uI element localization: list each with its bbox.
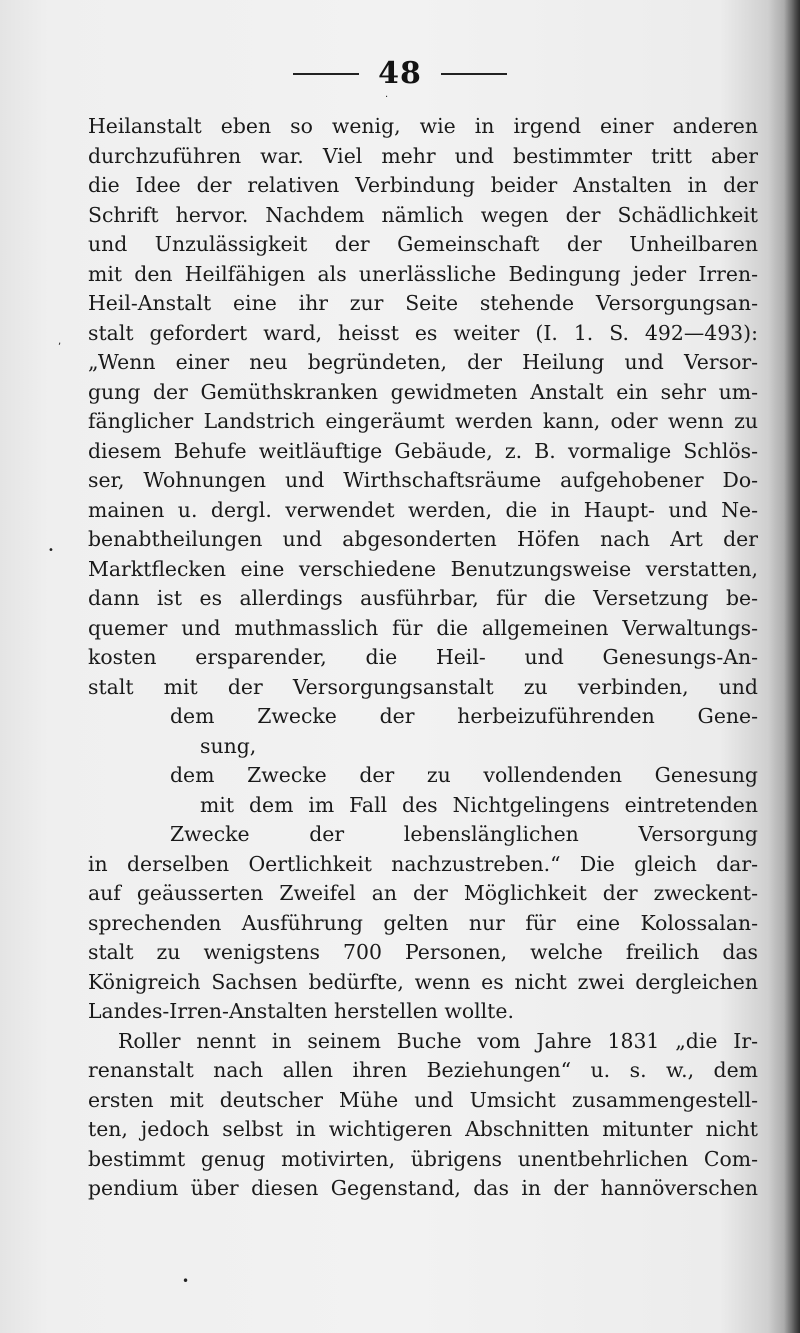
text-line: stalt zu wenigstens 700 Personen, welche freilich das [88, 940, 758, 964]
text-line: benabtheilungen und abgesonderten Höfen nach Art der [88, 527, 758, 551]
print-speck: · [385, 92, 389, 103]
print-speck: • [182, 1274, 190, 1288]
text-line: sung, [200, 733, 257, 758]
text-line: mit dem im Fall des Nichtgelingens eintretenden [200, 792, 758, 817]
header-rule-left [293, 73, 359, 75]
text-line: durchzuführen war. Viel mehr und bestimmter tritt aber [88, 143, 758, 168]
text-line: fänglicher Landstrich eingeräumt werden kann, oder wenn zu [88, 409, 758, 433]
print-speck: , [58, 336, 62, 347]
text-line: Schrift hervor. Nachdem nämlich wegen der Schädlichkeit [88, 202, 758, 227]
text-line: dem Zwecke der zu vollendenden Genesung [170, 763, 758, 787]
text-line: gung der Gemüthskranken gewidmeten Anstalt ein sehr um- [88, 379, 758, 404]
text-line: Marktflecken eine verschiedene Benutzungsweise verstatten, [88, 556, 758, 581]
text-line: sprechenden Ausführung gelten nur für eine Kolossalan- [88, 910, 758, 935]
text-line: „Wenn einer neu begründeten, der Heilung und Versor- [88, 350, 758, 374]
text-line: in derselben Oertlichkeit nachzustreben.“ Die gleich dar- [88, 851, 758, 876]
text-line: bestimmt genug motivirten, übrigens unentbehrlichen Com- [88, 1146, 758, 1171]
page-number: 48 [378, 56, 422, 91]
text-line: ser, Wohnungen und Wirthschaftsräume aufgehobener Do- [88, 468, 758, 492]
text-line: die Idee der relativen Verbindung beider Anstalten in der [88, 173, 758, 197]
text-line: mit den Heilfähigen als unerlässliche Bedingung jeder Irren- [88, 261, 758, 286]
text-line: und Unzulässigkeit der Gemeinschaft der Unheilbaren [88, 232, 758, 256]
text-line: quemer und muthmasslich für die allgemeinen Verwaltungs- [88, 615, 758, 640]
text-line: dann ist es allerdings ausführbar, für die Versetzung be- [88, 586, 758, 610]
text-line: stalt gefordert ward, heisst es weiter (I. 1. S. 492—493): [88, 320, 758, 345]
text-line: diesem Behufe weitläuftige Gebäude, z. B. vormalige Schlös- [88, 438, 758, 463]
text-line: renanstalt nach allen ihren Beziehungen“ u. s. w., dem [88, 1058, 758, 1082]
print-speck: • [48, 545, 54, 556]
text-line: Königreich Sachsen bedürfte, wenn es nicht zwei dergleichen [88, 969, 758, 994]
header-rule-right [441, 73, 507, 75]
text-line: Heilanstalt eben so wenig, wie in irgend einer anderen [88, 114, 758, 138]
page-edge-shadow [784, 0, 800, 1333]
text-line: auf geäusserten Zweifel an der Möglichkeit der zweckent- [88, 881, 758, 905]
body-text [88, 112, 758, 1204]
text-line: ersten mit deutscher Mühe und Umsicht zusammengestell- [88, 1087, 758, 1112]
text-line: ten, jedoch selbst in wichtigeren Abschnitten mitunter nicht [88, 1117, 758, 1141]
text-line: Roller nennt in seinem Buche vom Jahre 1831 „die Ir- [118, 1028, 758, 1053]
text-line: kosten ersparender, die Heil- und Genesungs-An- [88, 645, 758, 669]
page-header [0, 56, 800, 91]
text-line: dem Zwecke der herbeizuführenden Gene- [170, 704, 758, 728]
text-line: Heil-Anstalt eine ihr zur Seite stehende Versorgungsan- [88, 291, 758, 315]
text-line: stalt mit der Versorgungsanstalt zu verbinden, und [88, 674, 758, 699]
text-line: Landes-Irren-Anstalten herstellen wollte. [88, 999, 514, 1023]
text-line: mainen u. dergl. verwendet werden, die in Haupt- und Ne- [88, 497, 758, 522]
text-line: Zwecke der lebenslänglichen Versorgung [170, 822, 758, 846]
text-line: pendium über diesen Gegenstand, das in der hannöverschen [88, 1176, 758, 1200]
